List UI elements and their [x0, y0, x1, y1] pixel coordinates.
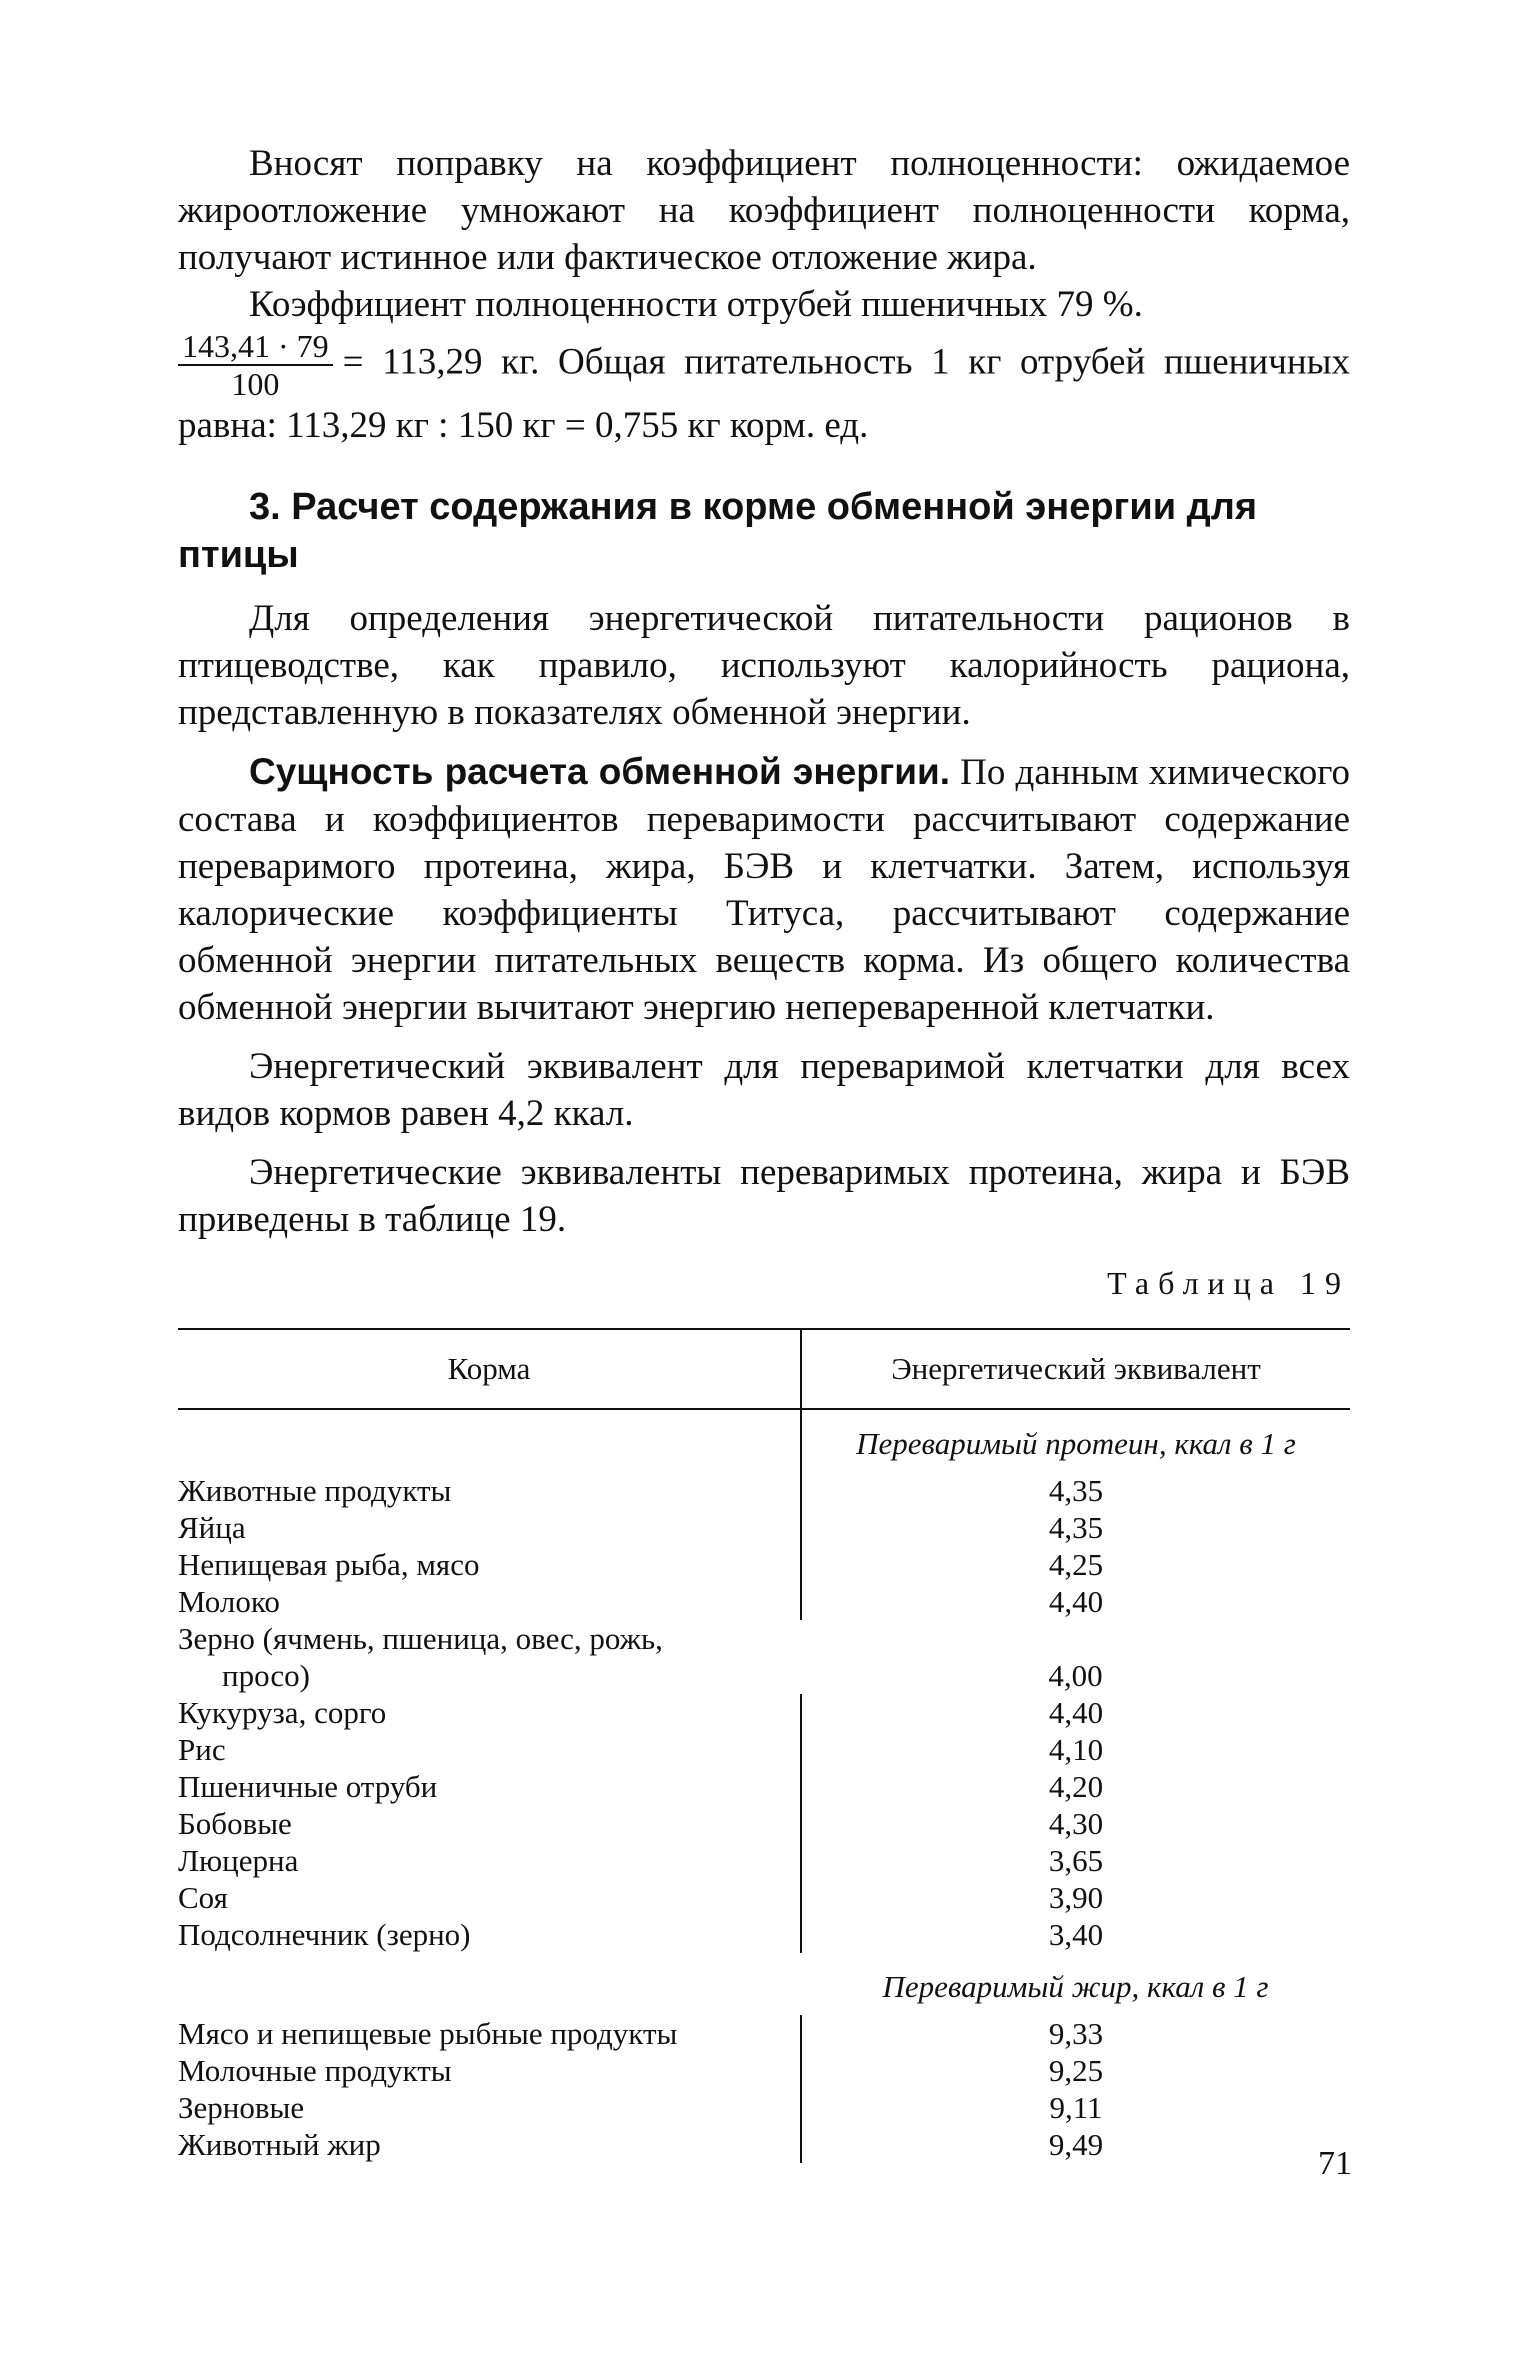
table-row: [178, 2052, 1350, 2089]
feed-value: 4,25: [801, 1546, 1350, 1583]
table-caption: Таблица 19: [1107, 1265, 1350, 1301]
table-row: [178, 1805, 1350, 1842]
feed-name: Зерновые: [178, 2090, 305, 2125]
table-row: [178, 2015, 1350, 2052]
formula-result-text: = 113,29 кг. Общая питательность 1 кг отрубей пшеничных равна: 113,29 кг : 150 кг = 0,755 кг корм. ед.: [178, 341, 1350, 446]
table-row: [178, 1620, 1350, 1657]
page-content: [178, 140, 1350, 2163]
feed-value: 9,33: [801, 2015, 1350, 2052]
feed-value: 4,30: [801, 1805, 1350, 1842]
feed-value: 4,35: [801, 1509, 1350, 1546]
feed-name: Подсолнечник (зерно): [178, 1917, 471, 1952]
table-row: [178, 1916, 1350, 1953]
table-row: [178, 2089, 1350, 2126]
fraction-numerator: 143,41 · 79: [178, 328, 333, 366]
feed-value: 4,10: [801, 1731, 1350, 1768]
feed-value: 3,65: [801, 1842, 1350, 1879]
page-number: 71: [1318, 2145, 1352, 2182]
feed-value: 4,35: [801, 1472, 1350, 1509]
column-header-energy: Энергетический эквивалент: [801, 1329, 1350, 1409]
feed-name: Соя: [178, 1880, 228, 1915]
group-label-fat: Переваримый жир, ккал в 1 г: [882, 1969, 1269, 2004]
feed-name: Кукуруза, сорго: [178, 1695, 387, 1730]
feed-name: Молочные продукты: [178, 2053, 452, 2088]
feed-name: Животные продукты: [178, 1473, 452, 1508]
table-row: [178, 1842, 1350, 1879]
feed-name: Животный жир: [178, 2127, 381, 2162]
feed-name: Яйца: [178, 1510, 246, 1545]
feed-name: Рис: [178, 1732, 226, 1767]
feed-value: 3,40: [801, 1916, 1350, 1953]
feed-name: Люцерна: [178, 1843, 299, 1878]
section-paragraph-3: Энергетический эквивалент для переваримой клетчатки для всех видов кормов равен 4,2 ккал.: [178, 1046, 1350, 1134]
table-row: [178, 1657, 1350, 1694]
group-header-protein: [178, 1409, 1350, 1472]
table-row: [178, 1694, 1350, 1731]
fraction-denominator: 100: [231, 366, 280, 402]
group-header-fat: [178, 1953, 1350, 2015]
feed-name: Молоко: [178, 1584, 280, 1619]
table-row: [178, 1768, 1350, 1805]
feed-value: 4,00: [1048, 1658, 1103, 1693]
paragraph-lead-bold: Сущность расчета обменной энергии.: [249, 751, 951, 792]
intro-paragraph-2: Коэффициент полноценности отрубей пшеничных 79 %.: [249, 284, 1143, 325]
feed-name: Мясо и непищевые рыбные продукты: [178, 2016, 678, 2051]
energy-table: [178, 1328, 1350, 2163]
table-header-row: [178, 1329, 1350, 1409]
table-row: [178, 2126, 1350, 2163]
fraction: [178, 328, 333, 402]
table-row: [178, 1509, 1350, 1546]
feed-name: Непищевая рыба, мясо: [178, 1547, 480, 1582]
feed-value: 4,20: [801, 1768, 1350, 1805]
feed-name: Зерно (ячмень, пшеница, овес, рожь,: [178, 1621, 663, 1656]
paragraph-body: По данным химического состава и коэффициентов переваримости рассчитывают содержание переваримого протеина, жира, БЭВ и клетчатки. Затем, используя калорические коэффициенты Титуса, рассчитывают содержание обменной энергии питательных веществ корма. Из общего количества обменной энергии вычитают энергию непереваренной клетчатки.: [178, 752, 1350, 1028]
intro-paragraph-1: Вносят поправку на коэффициент полноценности: ожидаемое жироотложение умножают на коэффициент полноценности корма, получают истинное или фактическое отложение жира.: [178, 143, 1350, 278]
feed-name-continuation: просо): [222, 1658, 310, 1693]
feed-name: Бобовые: [178, 1806, 292, 1841]
feed-value: 4,40: [801, 1583, 1350, 1620]
feed-value: 9,25: [801, 2052, 1350, 2089]
table-row: [178, 1583, 1350, 1620]
feed-value: 3,90: [801, 1879, 1350, 1916]
section-paragraph-4: Энергетические эквиваленты переваримых протеина, жира и БЭВ приведены в таблице 19.: [178, 1152, 1350, 1240]
column-header-feeds: Корма: [178, 1329, 801, 1409]
group-label-protein: Переваримый протеин, ккал в 1 г: [801, 1409, 1350, 1472]
feed-value: 9,49: [801, 2126, 1350, 2163]
feed-name: Пшеничные отруби: [178, 1769, 438, 1804]
table-row: [178, 1472, 1350, 1509]
formula-paragraph: [178, 328, 1350, 449]
feed-value: 9,11: [801, 2089, 1350, 2126]
table-row: [178, 1546, 1350, 1583]
table-row: [178, 1731, 1350, 1768]
section-heading: 3. Расчет содержания в корме обменной энергии для птицы: [178, 486, 1258, 576]
table-row: [178, 1879, 1350, 1916]
feed-value: 4,40: [801, 1694, 1350, 1731]
section-paragraph-1: Для определения энергетической питательности рационов в птицеводстве, как правило, используют калорийность рациона, представленную в показателях обменной энергии.: [178, 598, 1350, 733]
section-paragraph-2: [178, 748, 1350, 1031]
